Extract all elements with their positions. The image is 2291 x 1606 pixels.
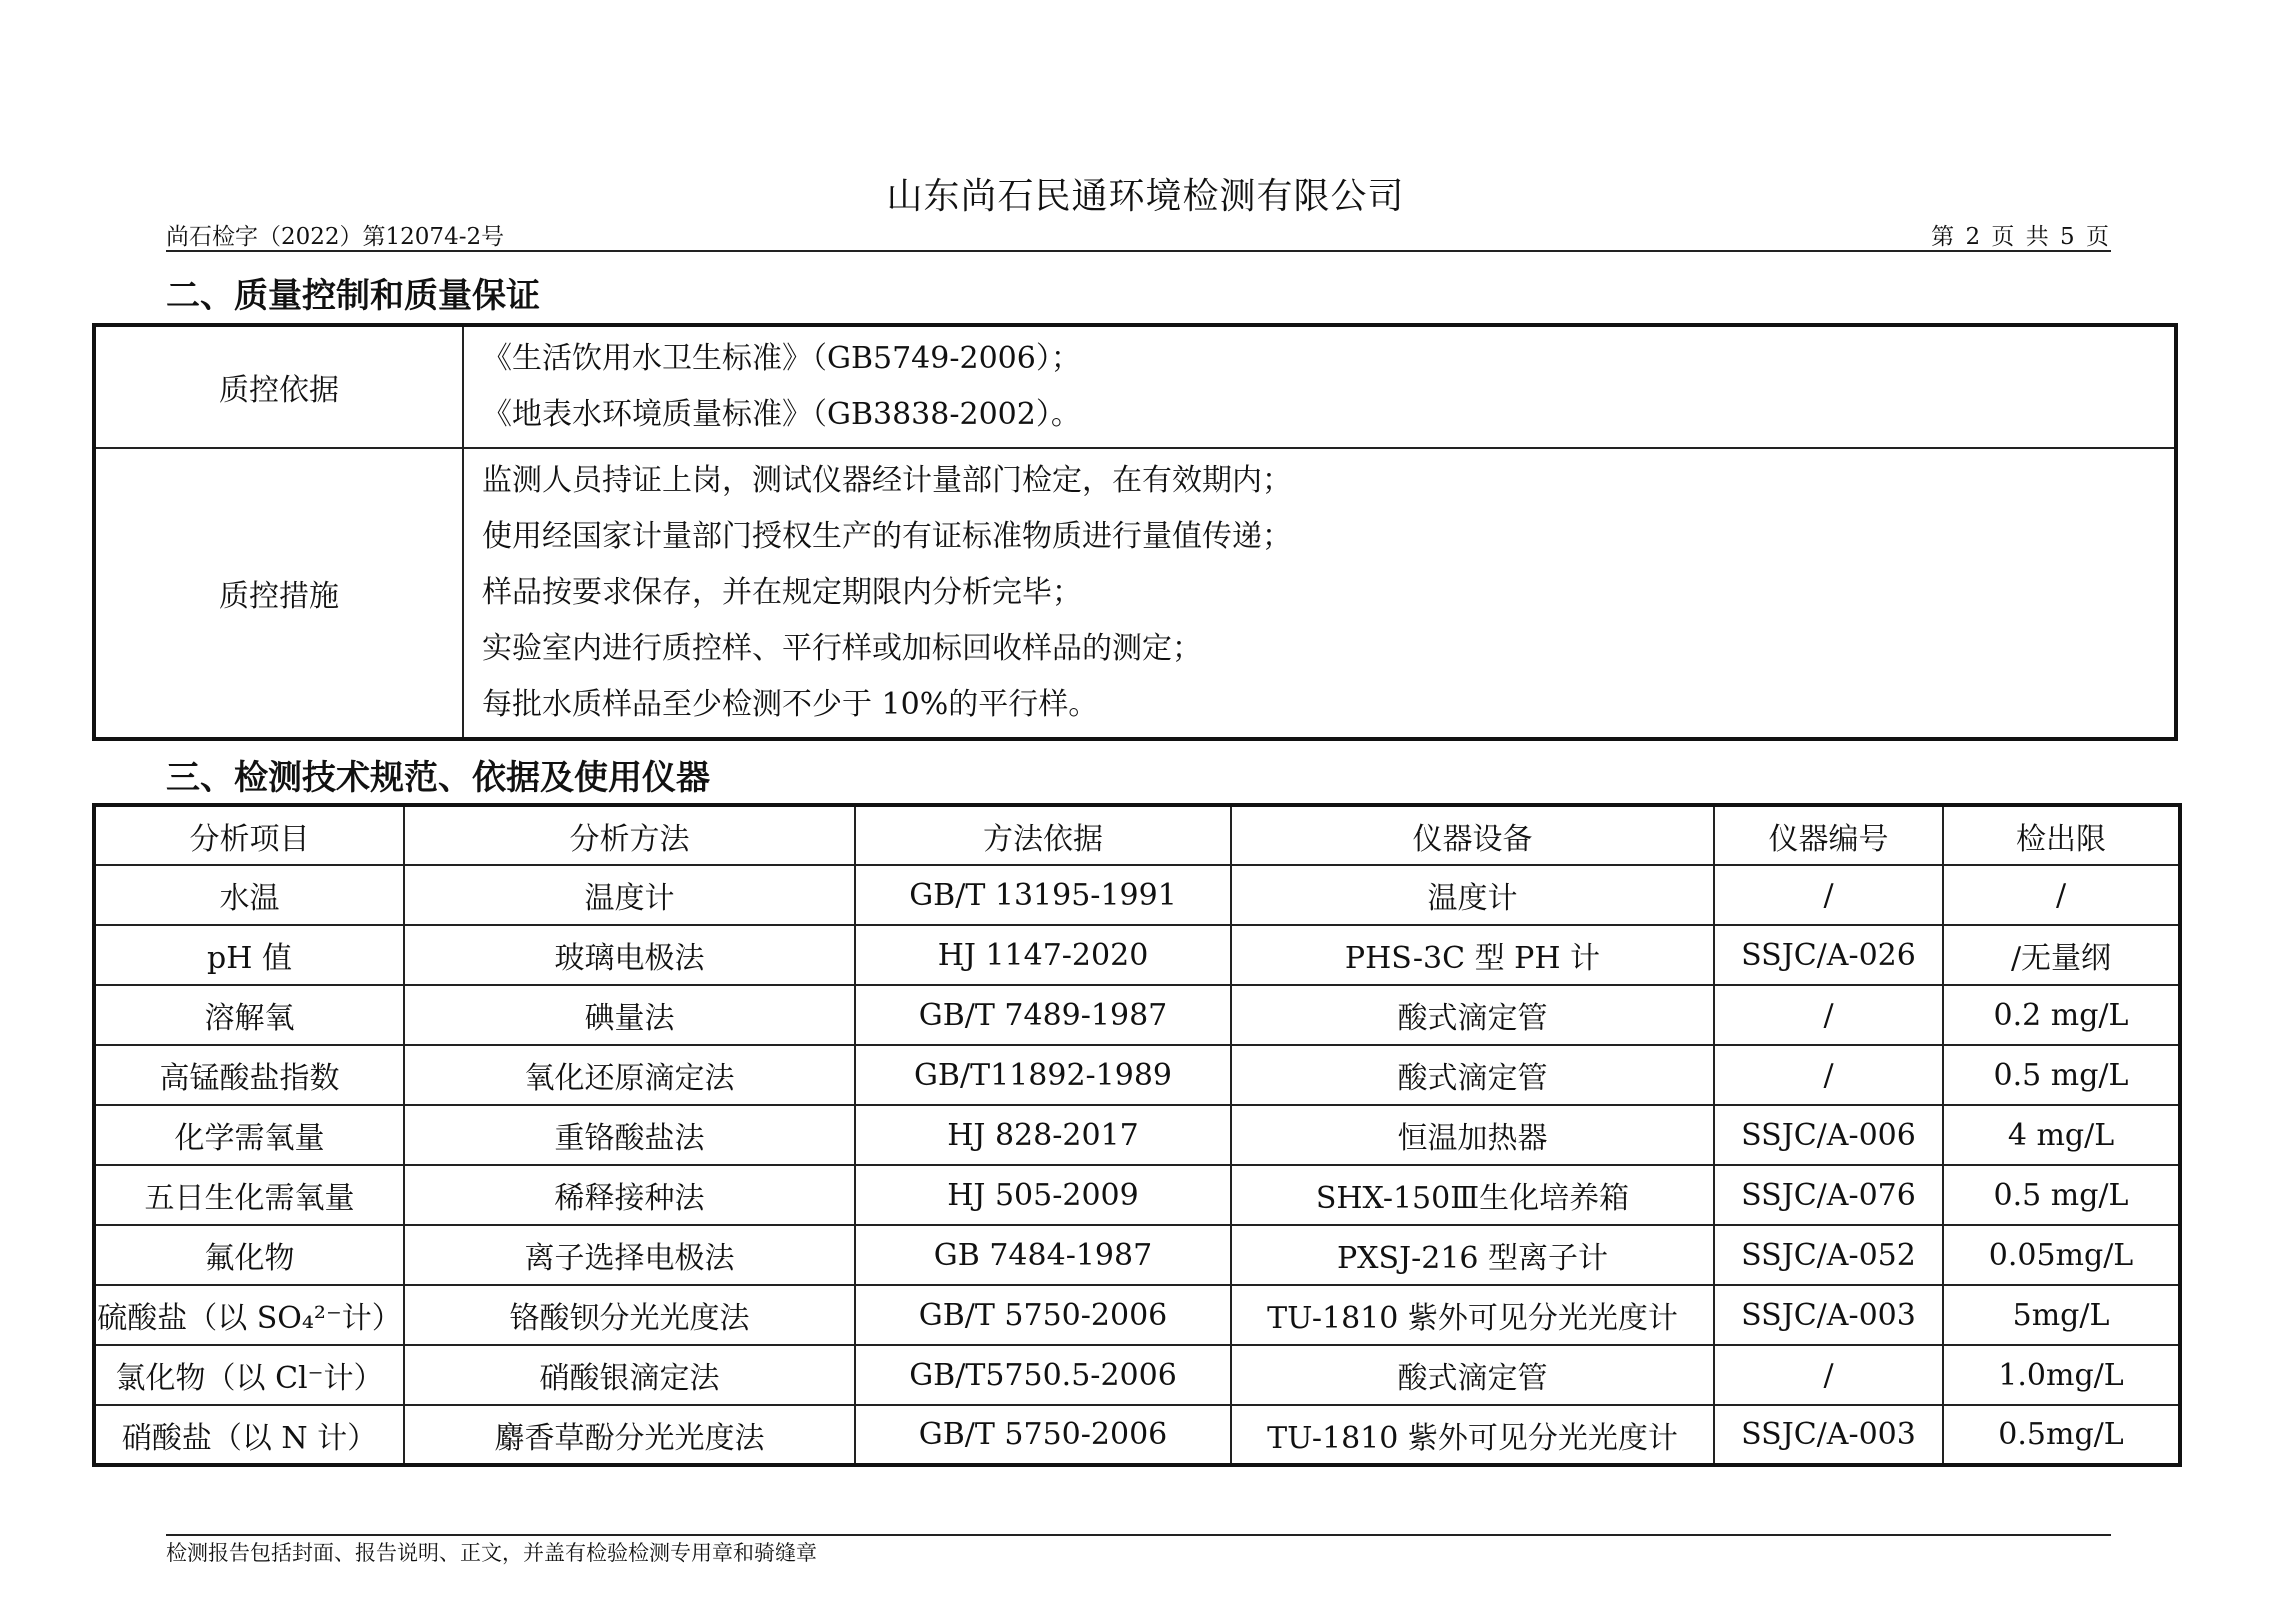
header-divider xyxy=(166,250,2111,252)
table-row xyxy=(94,1165,2180,1225)
table-cell: 水温 xyxy=(94,865,404,925)
table-cell: PHS-3C 型 PH 计 xyxy=(1231,925,1714,985)
table-cell: / xyxy=(1714,985,1943,1045)
table-cell: 酸式滴定管 xyxy=(1231,985,1714,1045)
table-row xyxy=(94,1345,2180,1405)
table-cell: 0.5mg/L xyxy=(1943,1405,2180,1465)
table-cell: 0.5 mg/L xyxy=(1943,1165,2180,1225)
table-cell: SSJC/A-006 xyxy=(1714,1105,1943,1165)
qc-measures-line: 使用经国家计量部门授权生产的有证标准物质进行量值传递； xyxy=(482,519,1292,554)
table-cell: / xyxy=(1714,1045,1943,1105)
column-header: 检出限 xyxy=(1943,805,2180,865)
footer-note: 检测报告包括封面、报告说明、正文，并盖有检验检测专用章和骑缝章 xyxy=(166,1541,817,1565)
column-header: 分析项目 xyxy=(94,805,404,865)
table-cell: TU-1810 紫外可见分光光度计 xyxy=(1231,1285,1714,1345)
table-row xyxy=(94,865,2180,925)
table-cell: 温度计 xyxy=(404,865,855,925)
table-cell: GB/T5750.5-2006 xyxy=(855,1345,1231,1405)
table-cell: /无量纲 xyxy=(1943,925,2180,985)
qc-measures-line: 每批水质样品至少检测不少于 10%的平行样。 xyxy=(482,687,1099,722)
table-cell: / xyxy=(1943,865,2180,925)
table-cell: GB/T 5750-2006 xyxy=(855,1285,1231,1345)
table-row xyxy=(94,1405,2180,1465)
table-cell: 玻璃电极法 xyxy=(404,925,855,985)
table-cell: SSJC/A-026 xyxy=(1714,925,1943,985)
table-cell: 铬酸钡分光光度法 xyxy=(404,1285,855,1345)
table-cell: 稀释接种法 xyxy=(404,1165,855,1225)
table-cell: HJ 505-2009 xyxy=(855,1165,1231,1225)
qc-measures-line: 监测人员持证上岗，测试仪器经计量部门检定，在有效期内； xyxy=(482,463,1292,498)
table-row xyxy=(94,1285,2180,1345)
table-cell: GB/T 5750-2006 xyxy=(855,1405,1231,1465)
table-cell: TU-1810 紫外可见分光光度计 xyxy=(1231,1405,1714,1465)
qc-basis-line: 《地表水环境质量标准》（GB3838-2002）。 xyxy=(482,397,1081,432)
table-cell: HJ 828-2017 xyxy=(855,1105,1231,1165)
table-cell: 氟化物 xyxy=(94,1225,404,1285)
table-cell: 5mg/L xyxy=(1943,1285,2180,1345)
qc-measures-line: 样品按要求保存，并在规定期限内分析完毕； xyxy=(482,575,1082,610)
table-cell: 离子选择电极法 xyxy=(404,1225,855,1285)
column-header: 方法依据 xyxy=(855,805,1231,865)
table-cell: 五日生化需氧量 xyxy=(94,1165,404,1225)
table-cell: 0.2 mg/L xyxy=(1943,985,2180,1045)
column-header: 分析方法 xyxy=(404,805,855,865)
section-3-title: 三、检测技术规范、依据及使用仪器 xyxy=(166,758,710,798)
qc-measures-row xyxy=(94,448,2176,739)
table-cell: 麝香草酚分光光度法 xyxy=(404,1405,855,1465)
qc-measures-content xyxy=(463,448,2176,739)
table-cell: GB/T11892-1989 xyxy=(855,1045,1231,1105)
table-cell: 恒温加热器 xyxy=(1231,1105,1714,1165)
table-cell: 重铬酸盐法 xyxy=(404,1105,855,1165)
table-row xyxy=(94,1225,2180,1285)
table-cell: 高锰酸盐指数 xyxy=(94,1045,404,1105)
quality-control-table xyxy=(92,323,2178,741)
table-header-row xyxy=(94,805,2180,865)
table-cell: GB/T 13195-1991 xyxy=(855,865,1231,925)
table-cell: SSJC/A-076 xyxy=(1714,1165,1943,1225)
qc-basis-label: 质控依据 xyxy=(94,325,463,448)
table-cell: 酸式滴定管 xyxy=(1231,1045,1714,1105)
table-cell: 温度计 xyxy=(1231,865,1714,925)
table-cell: 氯化物（以 Cl⁻计） xyxy=(94,1345,404,1405)
table-cell: 氧化还原滴定法 xyxy=(404,1045,855,1105)
table-cell: SSJC/A-003 xyxy=(1714,1405,1943,1465)
table-cell: / xyxy=(1714,1345,1943,1405)
table-cell: HJ 1147-2020 xyxy=(855,925,1231,985)
table-row xyxy=(94,1105,2180,1165)
table-cell: 溶解氧 xyxy=(94,985,404,1045)
table-cell: 碘量法 xyxy=(404,985,855,1045)
table-cell: 0.05mg/L xyxy=(1943,1225,2180,1285)
qc-measures-label: 质控措施 xyxy=(94,448,463,739)
table-cell: PXSJ-216 型离子计 xyxy=(1231,1225,1714,1285)
table-cell: 化学需氧量 xyxy=(94,1105,404,1165)
table-cell: SSJC/A-052 xyxy=(1714,1225,1943,1285)
footer-divider xyxy=(166,1534,2111,1536)
table-cell: 硫酸盐（以 SO₄²⁻计） xyxy=(94,1285,404,1345)
table-cell: / xyxy=(1714,865,1943,925)
qc-measures-line: 实验室内进行质控样、平行样或加标回收样品的测定； xyxy=(482,631,1202,666)
column-header: 仪器编号 xyxy=(1714,805,1943,865)
table-row xyxy=(94,1045,2180,1105)
company-name: 山东尚石民通环境检测有限公司 xyxy=(886,176,1405,217)
table-row xyxy=(94,925,2180,985)
table-cell: 硝酸盐（以 N 计） xyxy=(94,1405,404,1465)
table-cell: SSJC/A-003 xyxy=(1714,1285,1943,1345)
qc-basis-row xyxy=(94,325,2176,448)
table-cell: 硝酸银滴定法 xyxy=(404,1345,855,1405)
page-number: 第 2 页 共 5 页 xyxy=(1931,224,2111,250)
table-cell: pH 值 xyxy=(94,925,404,985)
qc-basis-content xyxy=(463,325,2176,448)
table-cell: 0.5 mg/L xyxy=(1943,1045,2180,1105)
table-cell: GB 7484-1987 xyxy=(855,1225,1231,1285)
table-cell: 1.0mg/L xyxy=(1943,1345,2180,1405)
column-header: 仪器设备 xyxy=(1231,805,1714,865)
instrument-table xyxy=(92,803,2182,1467)
qc-basis-line: 《生活饮用水卫生标准》（GB5749-2006）； xyxy=(482,341,1081,376)
report-number: 尚石检字（2022）第12074-2号 xyxy=(166,224,505,250)
table-cell: 酸式滴定管 xyxy=(1231,1345,1714,1405)
section-2-title: 二、质量控制和质量保证 xyxy=(166,276,540,316)
table-cell: SHX-150Ⅲ生化培养箱 xyxy=(1231,1165,1714,1225)
table-row xyxy=(94,985,2180,1045)
table-cell: 4 mg/L xyxy=(1943,1105,2180,1165)
table-cell: GB/T 7489-1987 xyxy=(855,985,1231,1045)
